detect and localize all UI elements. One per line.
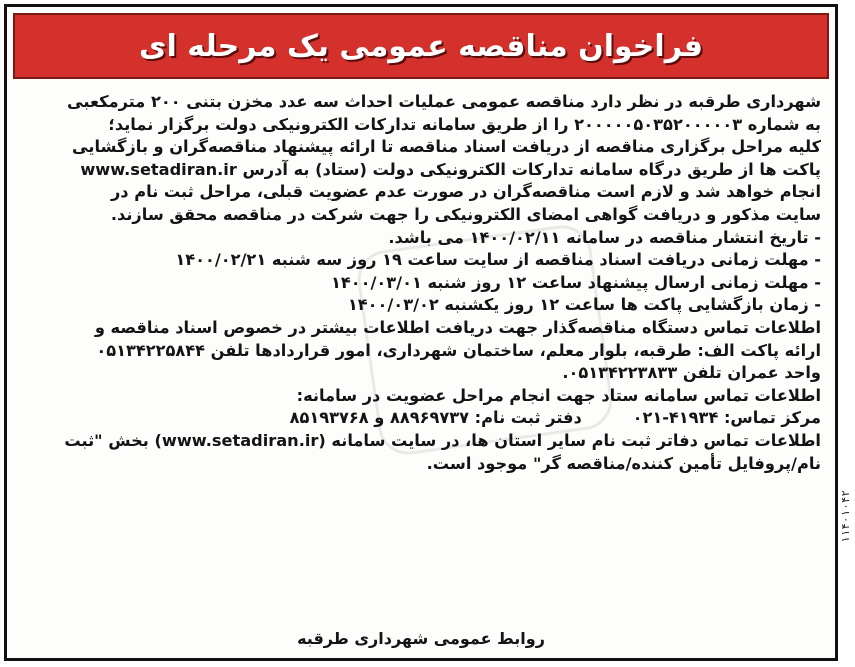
notice-body xyxy=(21,91,821,475)
contact-line: اطلاعات تماس دفاتر ثبت نام سایر استان ها، در سایت سامانه (www.setadiran.ir) بخش "ثبت xyxy=(64,430,821,450)
body-line: سایت مذکور و دریافت گواهی امضای الکترونیکی را جهت شرکت در مناقصه محقق سازند. xyxy=(110,204,821,224)
contact-line: ارائه پاکت الف: طرقبه، بلوار معلم، ساختمان شهرداری، امور قراردادها تلفن ۰۵۱۳۴۲۲۵۸۴۴ xyxy=(96,340,821,360)
contact-line: نام/پروفایل تأمین کننده/مناقصه گر" موجود است. xyxy=(426,453,821,473)
contact-line: اطلاعات تماس دستگاه مناقصه‌گذار جهت دریافت اطلاعات بیشتر در خصوص اسناد مناقصه و xyxy=(94,317,821,337)
dates-list xyxy=(21,227,821,317)
side-code: ۱۱۴۰۱۰۴۲ xyxy=(839,490,852,543)
date-item: - مهلت زمانی دریافت اسناد مناقصه از سایت ساعت ۱۹ روز سه شنبه ۱۴۰۰/۰۲/۲۱ xyxy=(175,250,821,270)
contact-line: اطلاعات تماس سامانه ستاد جهت انجام مراحل عضویت در سامانه: xyxy=(296,385,821,405)
notice-title: فراخوان مناقصه عمومی یک مرحله ای xyxy=(138,28,703,64)
date-item: - زمان بازگشایی پاکت ها ساعت ۱۲ روز یکشنبه ۱۴۰۰/۰۳/۰۲ xyxy=(347,295,821,315)
body-line: پاکت ها از طریق درگاه سامانه تدارکات الکترونیکی دولت (ستاد) به آدرس www.setadiran.ir xyxy=(80,159,821,179)
date-item: - مهلت زمانی ارسال پیشنهاد ساعت ۱۲ روز شنبه ۱۴۰۰/۰۳/۰۱ xyxy=(330,272,821,292)
body-line: شهرداری طرقبه در نظر دارد مناقصه عمومی عملیات احداث سه عدد مخزن بتنی ۲۰۰ مترمکعبی xyxy=(67,92,821,111)
intro-paragraph xyxy=(21,91,821,227)
contact-line: واحد عمران تلفن ۰۵۱۳۴۲۲۳۸۳۳. xyxy=(562,363,821,383)
notice-title-bar xyxy=(13,13,829,79)
signature: روابط عمومی شهرداری طرقبه xyxy=(297,629,545,648)
date-item: - تاریخ انتشار مناقصه در سامانه ۱۴۰۰/۰۲/۱۱ می باشد. xyxy=(388,227,821,247)
notice-frame xyxy=(4,4,838,661)
body-line: انجام خواهد شد و لازم است مناقصه‌گران در صورت عدم عضویت قبلی، مراحل ثبت نام در xyxy=(110,182,821,202)
contact-line: مرکز تماس: ۴۱۹۳۴-۰۲۱ دفتر ثبت نام: ۸۸۹۶۹۷۳۷ و ۸۵۱۹۳۷۶۸ xyxy=(289,408,821,428)
body-line: کلیه مراحل برگزاری مناقصه از دریافت اسناد مناقصه تا ارائه پیشنهاد مناقصه‌گران و بازگشایی xyxy=(72,137,821,157)
body-line: به شماره ۲۰۰۰۰۰۵۰۳۵۲۰۰۰۰۰۳ را از طریق سامانه تدارکات الکترونیکی دولت برگزار نماید؛ xyxy=(108,114,821,134)
contact-info xyxy=(21,317,821,475)
